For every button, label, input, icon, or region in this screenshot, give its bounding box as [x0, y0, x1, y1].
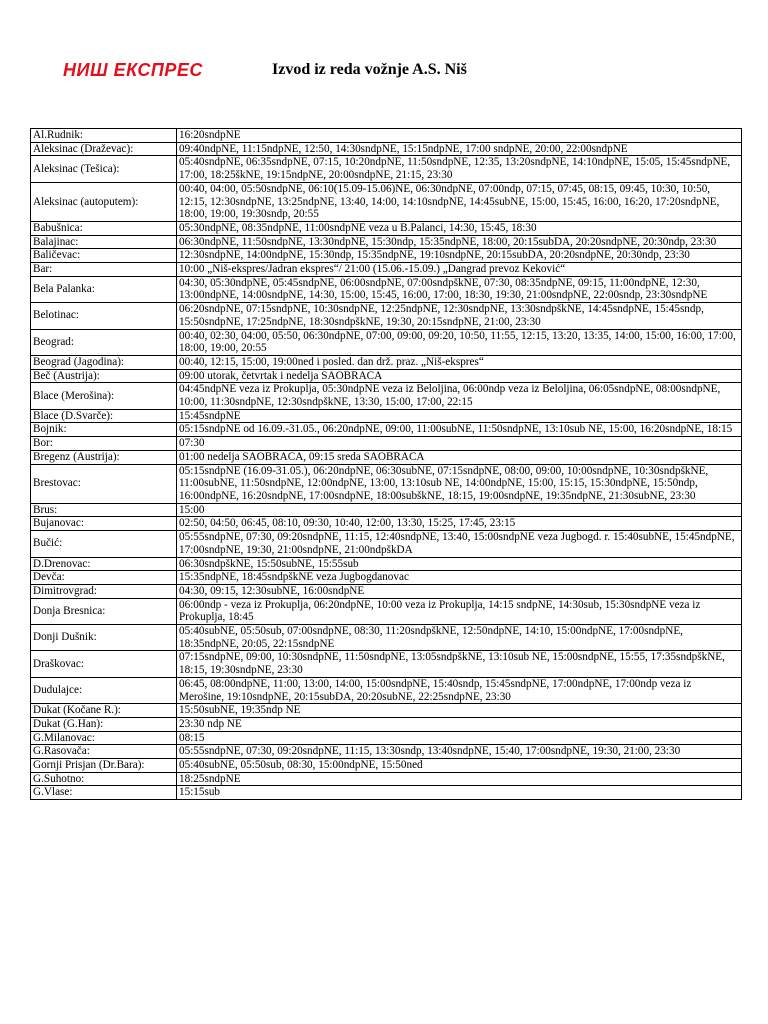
destination-cell: Bregenz (Austrija):	[31, 450, 177, 464]
departure-times-cell: 16:20sndpNE	[177, 129, 742, 143]
table-row	[31, 759, 742, 773]
departure-times-cell: 04:30, 09:15, 12:30subNE, 16:00sndpNE	[177, 584, 742, 598]
destination-cell: G.Milanovac:	[31, 731, 177, 745]
table-row	[31, 235, 742, 249]
destination-cell: G.Rasovača:	[31, 745, 177, 759]
departure-times-cell: 09:00 utorak, četvrtak i nedelja SAOBRACA	[177, 369, 742, 383]
table-row	[31, 772, 742, 786]
table-row	[31, 221, 742, 235]
departure-times-cell: 05:40sndpNE, 06:35sndpNE, 07:15, 10:20ndpNE, 11:50sndpNE, 12:35, 13:20sndpNE, 14:10ndpNE, 15:05, 15:45sndpNE, 17:00, 18:25škNE, 19:15ndpNE, 20:00sndpNE, 21:15, 23:30	[177, 156, 742, 182]
document-header	[0, 0, 768, 100]
timetable-body	[31, 129, 742, 800]
destination-cell: Bojnik:	[31, 423, 177, 437]
departure-times-cell: 18:25sndpNE	[177, 772, 742, 786]
destination-cell: Donja Bresnica:	[31, 598, 177, 624]
destination-cell: D.Drenovac:	[31, 557, 177, 571]
departure-times-cell: 04:30, 05:30ndpNE, 05:45sndpNE, 06:00sndpNE, 07:00sndpškNE, 07:30, 08:35ndpNE, 09:15, 11:00ndpNE, 12:30, 13:00ndpNE, 14:00sndpNE, 14:30, 15:00, 15:45, 16:00, 17:00, 18:30, 19:30, 21:00sndpNE, 22:00sndp, 23:30sndpNE	[177, 276, 742, 302]
destination-cell: Baličevac:	[31, 249, 177, 263]
departure-times-cell: 07:15sndpNE, 09:00, 10:30sndpNE, 11:50sndpNE, 13:05sndpškNE, 13:10sub NE, 15:00sndpNE, 15:55, 17:35sndpškNE, 18:15, 19:30sndpNE, 23:30	[177, 651, 742, 677]
table-row	[31, 517, 742, 531]
departure-times-cell: 06:30ndpNE, 11:50sndpNE, 13:30ndpNE, 15:30ndp, 15:35ndpNE, 18:00, 20:15subDA, 20:20sndpNE, 20:30ndp, 23:30	[177, 235, 742, 249]
table-row	[31, 329, 742, 355]
destination-cell: Brestovac:	[31, 464, 177, 503]
departure-times-cell: 06:30sndpškNE, 15:50subNE, 15:55sub	[177, 557, 742, 571]
table-row	[31, 531, 742, 557]
destination-cell: Bar:	[31, 263, 177, 277]
departure-times-cell: 01:00 nedelja SAOBRACA, 09:15 sreda SAOBRACA	[177, 450, 742, 464]
table-row	[31, 677, 742, 703]
departure-times-cell: 15:15sub	[177, 786, 742, 800]
table-row	[31, 182, 742, 221]
destination-cell: Dudulajce:	[31, 677, 177, 703]
destination-cell: Bela Palanka:	[31, 276, 177, 302]
departure-times-cell: 15:00	[177, 503, 742, 517]
destination-cell: Al.Rudnik:	[31, 129, 177, 143]
table-row	[31, 303, 742, 329]
destination-cell: Bučić:	[31, 531, 177, 557]
destination-cell: Beograd:	[31, 329, 177, 355]
destination-cell: Balajinac:	[31, 235, 177, 249]
table-row	[31, 704, 742, 718]
destination-cell: Bor:	[31, 437, 177, 451]
departure-times-cell: 07:30	[177, 437, 742, 451]
destination-cell: Devča:	[31, 571, 177, 585]
destination-cell: Dukat (Kočane R.):	[31, 704, 177, 718]
destination-cell: G.Vlase:	[31, 786, 177, 800]
departure-times-cell: 09:40ndpNE, 11:15ndpNE, 12:50, 14:30sndpNE, 15:15ndpNE, 17:00 sndpNE, 20:00, 22:00sndpNE	[177, 142, 742, 156]
destination-cell: Dukat (G.Han):	[31, 717, 177, 731]
destination-cell: Dimitrovgrad:	[31, 584, 177, 598]
destination-cell: Aleksinac (autoputem):	[31, 182, 177, 221]
destination-cell: G.Suhotno:	[31, 772, 177, 786]
table-row	[31, 598, 742, 624]
table-row	[31, 464, 742, 503]
destination-cell: Blace (Merošina):	[31, 383, 177, 409]
table-row	[31, 409, 742, 423]
departure-times-cell: 15:35ndpNE, 18:45sndpškNE veza Jugbogdanovac	[177, 571, 742, 585]
table-row	[31, 557, 742, 571]
table-row	[31, 355, 742, 369]
destination-cell: Gornji Prisjan (Dr.Bara):	[31, 759, 177, 773]
table-row	[31, 383, 742, 409]
table-row	[31, 571, 742, 585]
table-row	[31, 156, 742, 182]
departure-times-cell: 05:40subNE, 05:50sub, 07:00sndpNE, 08:30, 11:20sndpškNE, 12:50ndpNE, 14:10, 15:00ndpNE, 17:00sndpNE, 18:35ndpNE, 20:05, 22:15sndpNE	[177, 625, 742, 651]
departure-times-cell: 15:50subNE, 19:35ndp NE	[177, 704, 742, 718]
table-row	[31, 584, 742, 598]
departure-times-cell: 06:00ndp - veza iz Prokuplja, 06:20ndpNE, 10:00 veza iz Prokuplja, 14:15 sndpNE, 14:30sub, 15:30sndpNE veza iz Prokuplja, 18:45	[177, 598, 742, 624]
table-row	[31, 717, 742, 731]
departure-times-cell: 05:15sndpNE (16.09-31.05.), 06:20ndpNE, 06:30subNE, 07:15sndpNE, 08:00, 09:00, 10:00sndpNE, 10:30sndpškNE, 11:00subNE, 11:50sndpNE, 12:00ndpNE, 13:00, 13:10sub NE, 14:00ndpNE, 15:00, 15:15, 15:30ndpNE, 15:50ndp, 16:00ndpNE, 16:20sndpNE, 17:00sndpNE, 18:00subškNE, 18:15, 19:00sndpNE, 19:35ndpNE, 21:30subNE, 23:30	[177, 464, 742, 503]
table-row	[31, 651, 742, 677]
departure-times-cell: 15:45sndpNE	[177, 409, 742, 423]
destination-cell: Beograd (Jagodina):	[31, 355, 177, 369]
departure-times-cell: 08:15	[177, 731, 742, 745]
departure-times-cell: 12:30sndpNE, 14:00ndpNE, 15:30ndp, 15:35ndpNE, 19:10sndpNE, 20:15subDA, 20:20sndpNE, 20:30ndp, 23:30	[177, 249, 742, 263]
departure-times-cell: 23:30 ndp NE	[177, 717, 742, 731]
table-row	[31, 786, 742, 800]
table-row	[31, 263, 742, 277]
departure-times-cell: 05:55sndpNE, 07:30, 09:20sndpNE, 11:15, 12:40sndpNE, 13:40, 15:00sndpNE veza Jugbogd. r. 15:40subNE, 15:45ndpNE, 17:00sndpNE, 19:30, 21:00sndpNE, 21:00ndpškDA	[177, 531, 742, 557]
departure-times-cell: 02:50, 04:50, 06:45, 08:10, 09:30, 10:40, 12:00, 13:30, 15:25, 17:45, 23:15	[177, 517, 742, 531]
table-row	[31, 437, 742, 451]
departure-times-cell: 00:40, 04:00, 05:50sndpNE, 06:10(15.09-15.06)NE, 06:30ndpNE, 07:00ndp, 07:15, 07:45, 08:15, 09:45, 10:30, 10:50, 12:15, 12:30sndpNE, 13:25ndpNE, 13:40, 14:00, 14:10sndpNE, 14:45subNE, 15:00, 15:45, 16:00, 16:20, 17:20sndpNE, 18:00, 19:00, 19:30sndp, 20:55	[177, 182, 742, 221]
table-row	[31, 625, 742, 651]
destination-cell: Belotinac:	[31, 303, 177, 329]
departure-times-cell: 05:40subNE, 05:50sub, 08:30, 15:00ndpNE, 15:50ned	[177, 759, 742, 773]
table-row	[31, 276, 742, 302]
table-row	[31, 450, 742, 464]
destination-cell: Bujanovac:	[31, 517, 177, 531]
table-row	[31, 745, 742, 759]
departure-times-cell: 00:40, 02:30, 04:00, 05:50, 06:30ndpNE, 07:00, 09:00, 09:20, 10:50, 11:55, 12:15, 13:20, 13:35, 14:00, 15:00, 16:00, 17:00, 18:00, 19:00, 20:55	[177, 329, 742, 355]
departure-times-cell: 10:00 „Niš-ekspres/Jadran ekspres“/ 21:00 (15.06.-15.09.) „Dangrad prevoz Keković“	[177, 263, 742, 277]
table-row	[31, 423, 742, 437]
table-row	[31, 142, 742, 156]
destination-cell: Beč (Austrija):	[31, 369, 177, 383]
departure-times-cell: 05:15sndpNE od 16.09.-31.05., 06:20ndpNE, 09:00, 11:00subNE, 11:50sndpNE, 13:10sub NE, 15:00, 16:20sndpNE, 18:15	[177, 423, 742, 437]
table-row	[31, 369, 742, 383]
destination-cell: Blace (D.Svarče):	[31, 409, 177, 423]
table-row	[31, 249, 742, 263]
departure-times-cell: 05:30ndpNE, 08:35ndpNE, 11:00sndpNE veza u B.Palanci, 14:30, 15:45, 18:30	[177, 221, 742, 235]
departure-times-cell: 06:45, 08:00ndpNE, 11:00, 13:00, 14:00, 15:00sndpNE, 15:40sndp, 15:45sndpNE, 17:00ndpNE, 17:00ndp veza iz Merošine, 19:10sndpNE, 20:15subDA, 20:20subNE, 22:25sndpNE, 23:30	[177, 677, 742, 703]
departure-times-cell: 05:55sndpNE, 07:30, 09:20sndpNE, 11:15, 13:30sndp, 13:40sndpNE, 15:40, 17:00sndpNE, 19:30, 21:00, 23:30	[177, 745, 742, 759]
table-row	[31, 503, 742, 517]
destination-cell: Draškovac:	[31, 651, 177, 677]
destination-cell: Babušnica:	[31, 221, 177, 235]
nis-ekspres-logo: НИШ ЕКСПРЕС	[63, 60, 203, 80]
departure-times-cell: 04:45ndpNE veza iz Prokuplja, 05:30ndpNE veza iz Beloljina, 06:00ndp veza iz Beloljina, 06:05sndpNE, 08:00sndpNE, 10:00, 11:30sndpNE, 12:30sndpškNE, 13:30, 15:00, 17:00, 22:15	[177, 383, 742, 409]
table-row	[31, 129, 742, 143]
timetable	[30, 128, 742, 800]
destination-cell: Brus:	[31, 503, 177, 517]
page-title: Izvod iz reda vožnje A.S. Niš	[272, 61, 467, 78]
departure-times-cell: 06:20sndpNE, 07:15sndpNE, 10:30sndpNE, 12:25ndpNE, 12:30sndpNE, 13:30sndpškNE, 14:45sndpNE, 15:45sndp, 15:50sndpNE, 17:25ndpNE, 18:30sndpškNE, 19:30, 20:15sndpNE, 21:00, 23:30	[177, 303, 742, 329]
destination-cell: Donji Dušnik:	[31, 625, 177, 651]
departure-times-cell: 00:40, 12:15, 15:00, 19:00ned i posled. dan drž. praz. „Niš-ekspres“	[177, 355, 742, 369]
destination-cell: Aleksinac (Draževac):	[31, 142, 177, 156]
table-row	[31, 731, 742, 745]
destination-cell: Aleksinac (Tešica):	[31, 156, 177, 182]
